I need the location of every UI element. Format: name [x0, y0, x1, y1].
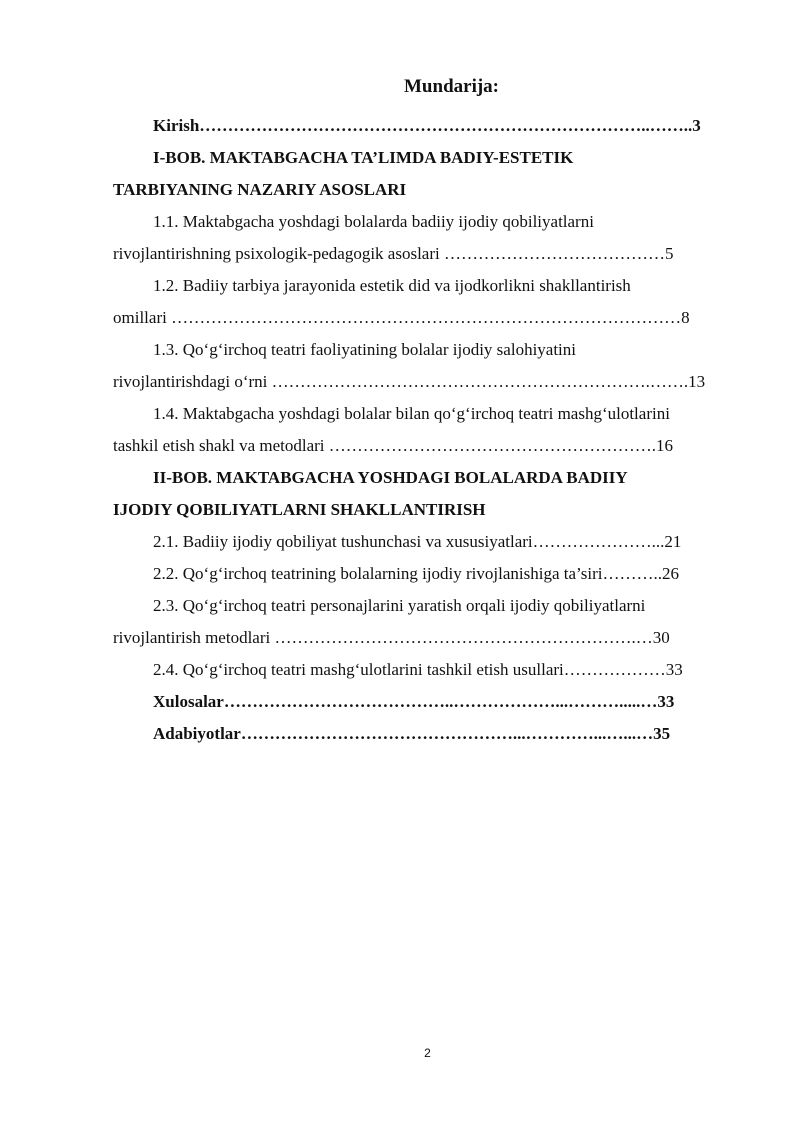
- toc-entry-kirish: Kirish……………………………………………………………………..……..3: [153, 116, 701, 135]
- toc-chapter-1-title-line1: I-BOB. MAKTABGACHA TA’LIMDA BADIY-ESTETIK: [153, 148, 574, 167]
- toc-section-1-2-line1: 1.2. Badiiy tarbiya jarayonida estetik did va ijodkorlikni shakllantirish: [153, 276, 631, 295]
- toc-section-2-3-line1: 2.3. Qo‘g‘irchoq teatri personajlarini yaratish orqali ijodiy qobiliyatlarni: [153, 596, 646, 615]
- toc-chapter-1-title-line2: TARBIYANING NAZARIY ASOSLARI: [113, 180, 407, 199]
- toc-section-2-2: 2.2. Qo‘g‘irchoq teatrining bolalarning ijodiy rivojlanishiga ta’siri………..26: [153, 564, 679, 583]
- table-of-contents: [113, 110, 743, 750]
- toc-section-1-1-line1: 1.1. Maktabgacha yoshdagi bolalarda badiiy ijodiy qobiliyatlarni: [153, 212, 594, 231]
- toc-section-1-4-line2: tashkil etish shakl va metodlari ………………………………………………….16: [113, 436, 674, 455]
- page-number: 2: [424, 1046, 431, 1060]
- toc-section-1-3-line2: rivojlantirishdagi o‘rni ………………………………………………………….…….13: [113, 372, 706, 391]
- toc-title: Mundarija:: [404, 76, 499, 97]
- toc-section-1-1-line2: rivojlantirishning psixologik-pedagogik asoslari …………………………………5: [113, 244, 674, 263]
- toc-section-2-1: 2.1. Badiiy ijodiy qobiliyat tushunchasi va xususiyatlari…………………...21: [153, 532, 682, 551]
- toc-section-2-4: 2.4. Qo‘g‘irchoq teatri mashg‘ulotlarini tashkil etish usullari………………33: [153, 660, 683, 679]
- toc-chapter-2-title-line2: IJODIY QOBILIYATLARNI SHAKLLANTIRISH: [113, 500, 486, 519]
- toc-chapter-2-title-line1: II-BOB. MAKTABGACHA YOSHDAGI BOLALARDA BADIIY: [153, 468, 628, 487]
- toc-entry-adabiyotlar: Adabiyotlar…………………………………………...…………...…...…35: [153, 724, 671, 743]
- toc-section-1-3-line1: 1.3. Qo‘g‘irchoq teatri faoliyatining bolalar ijodiy salohiyatini: [153, 340, 577, 359]
- toc-section-2-3-line2: rivojlantirish metodlari ……………………………………………………….…30: [113, 628, 670, 647]
- toc-section-1-2-line2: omillari ………………………………………………………………………………8: [113, 308, 690, 327]
- toc-entry-xulosalar: Xulosalar…………………………………..………………...……….....…33: [153, 692, 675, 711]
- toc-section-1-4-line1: 1.4. Maktabgacha yoshdagi bolalar bilan qo‘g‘irchoq teatri mashg‘ulotlarini: [153, 404, 670, 423]
